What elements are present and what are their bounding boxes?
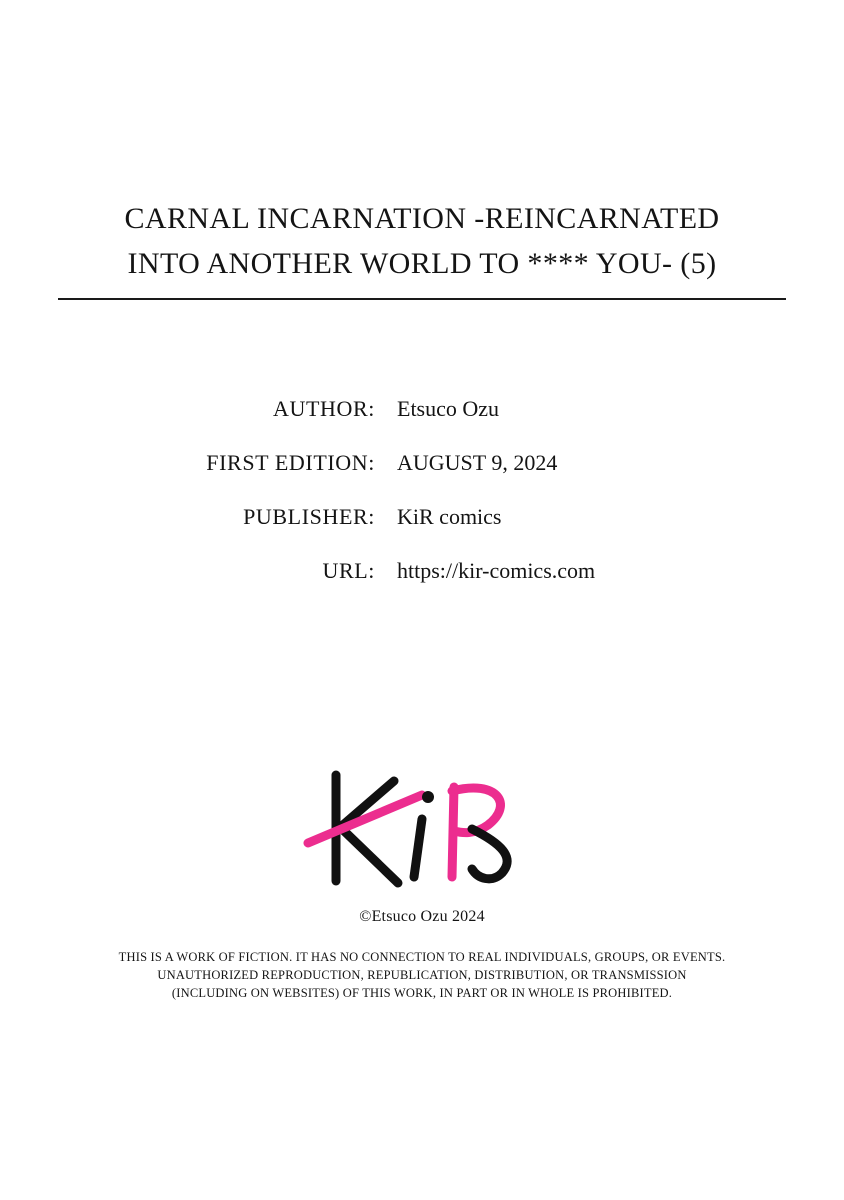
metadata-value-publisher: KiR comics (397, 504, 502, 529)
metadata-label-publisher: PUBLISHER: (243, 504, 375, 529)
metadata-value-author: Etsuco Ozu (397, 396, 500, 421)
legal-notice-line-2: UNAUTHORIZED REPRODUCTION, REPUBLICATION, DISTRIBUTION, OR TRANSMISSION (157, 968, 687, 982)
metadata-row-author (0, 396, 844, 422)
metadata-value-first-edition: AUGUST 9, 2024 (397, 450, 558, 475)
metadata-list (0, 396, 844, 584)
legal-notice (0, 948, 844, 1002)
metadata-row-first-edition (0, 450, 844, 476)
metadata-row-publisher (0, 504, 844, 530)
kir-logo-icon (302, 757, 542, 897)
metadata-label-first-edition: FIRST EDITION: (206, 450, 375, 475)
page-title-line-1: CARNAL INCARNATION -REINCARNATED (124, 202, 720, 235)
copyright-text: ©Etsuco Ozu 2024 (359, 908, 485, 925)
legal-notice-line-1: THIS IS A WORK OF FICTION. IT HAS NO CONNECTION TO REAL INDIVIDUALS, GROUPS, OR EVENTS. (118, 950, 726, 964)
legal-notice-line-3: (INCLUDING ON WEBSITES) OF THIS WORK, IN PART OR IN WHOLE IS PROHIBITED. (171, 986, 673, 1000)
page-title-line-2: INTO ANOTHER WORLD TO **** YOU- (5) (127, 247, 717, 280)
title-divider (58, 298, 786, 300)
metadata-label-url: URL: (322, 558, 375, 583)
publisher-logo (0, 752, 844, 902)
title-block (0, 196, 844, 300)
metadata-value-url[interactable]: https://kir-comics.com (397, 558, 596, 583)
metadata-label-author: AUTHOR: (273, 396, 375, 421)
metadata-row-url (0, 558, 844, 584)
